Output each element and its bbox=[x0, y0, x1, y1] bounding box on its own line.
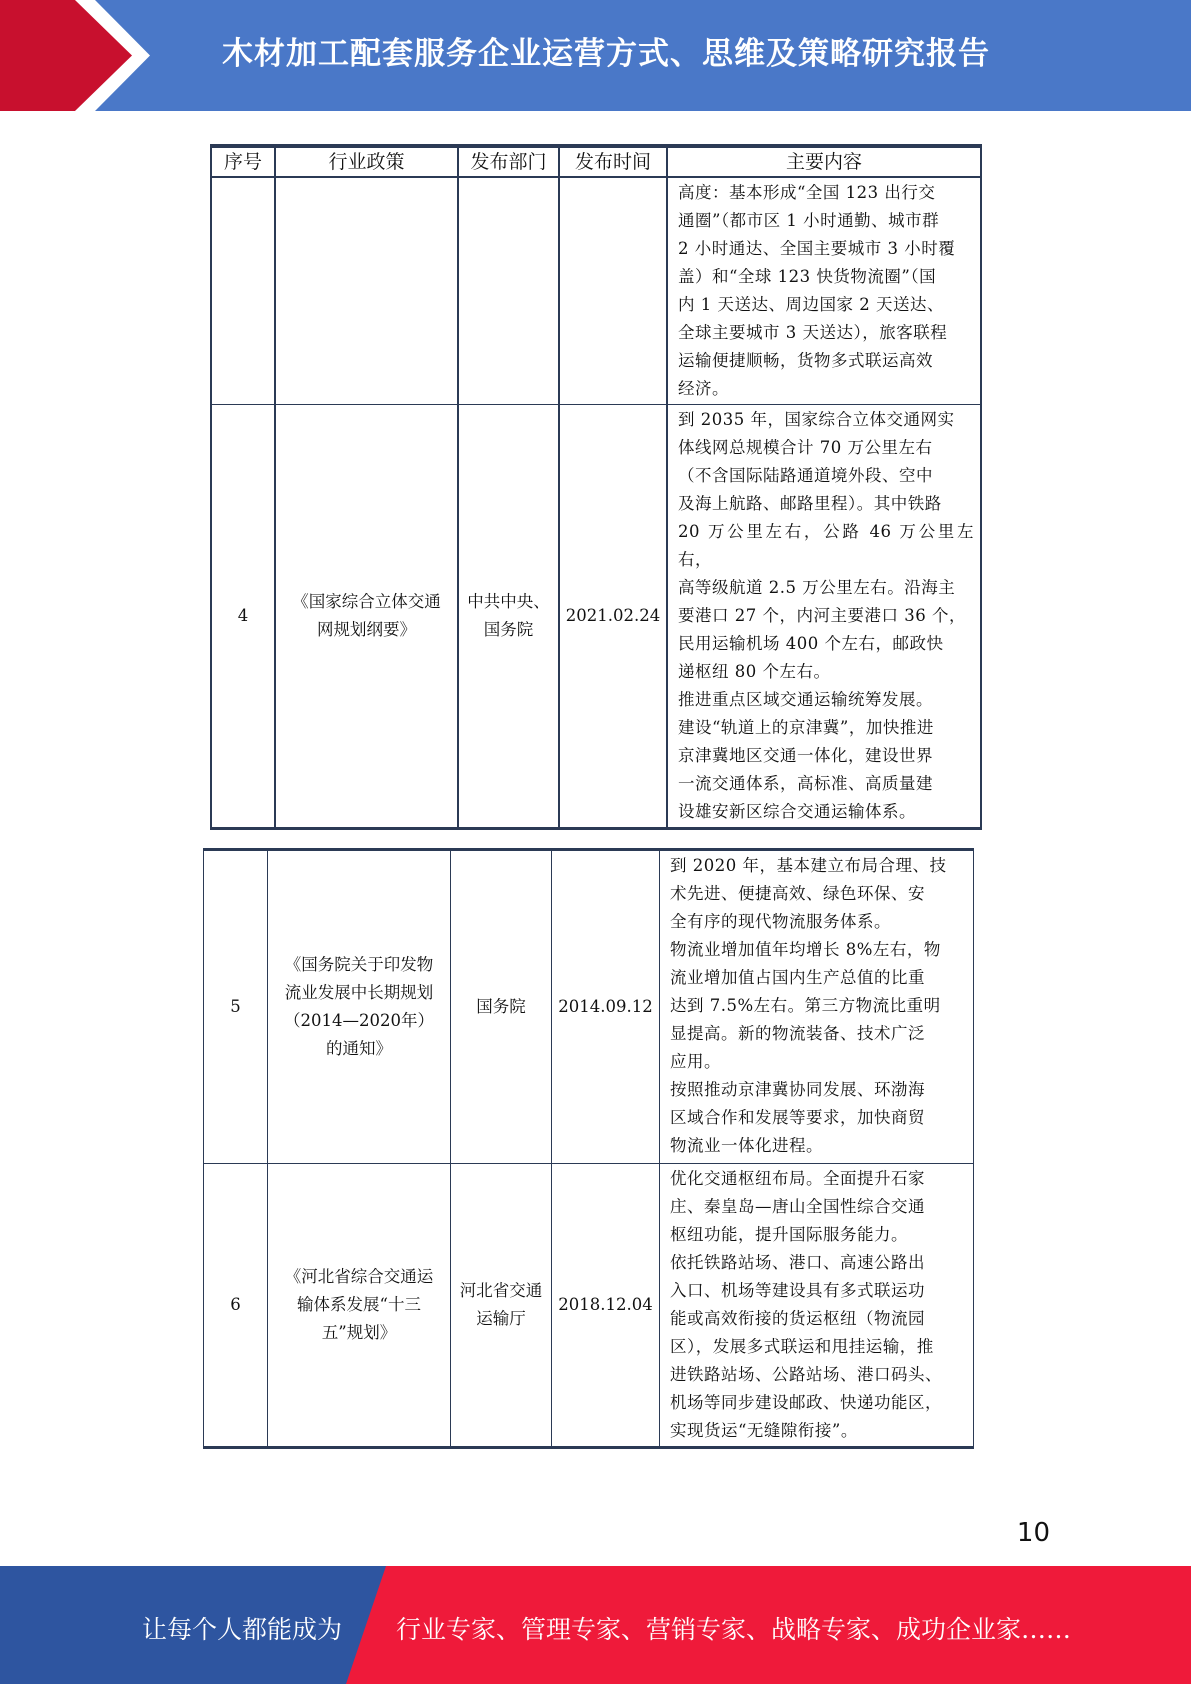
content-line: 民用运输机场 400 个左右，邮政快 bbox=[678, 634, 944, 653]
policy-name-cell: 《河北省综合交通运输体系发展“十三五”规划》 bbox=[268, 1164, 451, 1448]
content-line: 入口、机场等建设具有多式联运功 bbox=[670, 1281, 925, 1300]
content-line: 2 小时通达、全国主要城市 3 小时覆 bbox=[678, 239, 956, 258]
content-line: 实现货运“无缝隙衔接”。 bbox=[670, 1421, 858, 1440]
content-line: 枢纽功能，提升国际服务能力。 bbox=[670, 1225, 908, 1244]
page-number: 10 bbox=[1016, 1518, 1050, 1548]
content-line: 达到 7.5%左右。第三方物流比重明 bbox=[670, 996, 941, 1015]
content-line: 依托铁路站场、港口、高速公路出 bbox=[670, 1253, 925, 1272]
header-cell-content: 主要内容 bbox=[667, 146, 981, 177]
content-line: 物流业一体化进程。 bbox=[670, 1136, 823, 1155]
content-line: 推进重点区域交通运输统筹发展。 bbox=[678, 690, 933, 709]
header-cell-policy: 行业政策 bbox=[275, 146, 458, 177]
dept-cell: 中共中央、国务院 bbox=[458, 405, 559, 829]
header-chevron-decoration bbox=[0, 0, 160, 111]
content-line: 通圈”（都市区 1 小时通勤、城市群 bbox=[678, 211, 940, 230]
content-line: 内 1 天送达、周边国家 2 天送达、 bbox=[678, 295, 944, 314]
content-line: 进铁路站场、公路站场、港口码头、 bbox=[670, 1365, 942, 1384]
dept-cell: 国务院 bbox=[451, 850, 552, 1164]
content-line: 及海上航路、邮路里程）。其中铁路 bbox=[678, 494, 942, 513]
content-line: 术先进、便捷高效、绿色环保、安 bbox=[670, 884, 925, 903]
content-line: 经济。 bbox=[678, 379, 729, 398]
policy-name-cell: 《国务院关于印发物流业发展中长期规划（2014—2020年）的通知》 bbox=[268, 850, 451, 1164]
content-line: 设雄安新区综合交通运输体系。 bbox=[678, 802, 916, 821]
content-line: 机场等同步建设邮政、快递功能区， bbox=[670, 1393, 942, 1412]
content-line: 一流交通体系，高标准、高质量建 bbox=[678, 774, 933, 793]
date-cell: 2014.09.12 bbox=[552, 850, 660, 1164]
content-line: 区域合作和发展等要求，加快商贸 bbox=[670, 1108, 925, 1127]
report-title: 木材加工配套服务企业运营方式、思维及策略研究报告 bbox=[222, 36, 990, 72]
content-line: 流业增加值占国内生产总值的比重 bbox=[670, 968, 925, 987]
content-cell bbox=[667, 405, 981, 829]
row-number-cell: 6 bbox=[204, 1164, 268, 1448]
content-line: 应用。 bbox=[670, 1052, 721, 1071]
table-row bbox=[204, 1164, 974, 1448]
content-line: 递枢纽 80 个左右。 bbox=[678, 662, 831, 681]
table-row bbox=[211, 405, 981, 829]
table-row bbox=[211, 177, 981, 405]
content-line: 到 2020 年，基本建立布局合理、技 bbox=[670, 856, 947, 875]
content-line: 20 万公里左右，公路 46 万公里左右， bbox=[678, 522, 974, 569]
header-cell-date: 发布时间 bbox=[559, 146, 667, 177]
dept-cell: 河北省交通运输厅 bbox=[451, 1164, 552, 1448]
dept-cell bbox=[458, 177, 559, 405]
policy-table-part-2 bbox=[203, 848, 974, 1449]
content-line: 区），发展多式联运和甩挂运输，推 bbox=[670, 1337, 934, 1356]
content-line: 要港口 27 个，内河主要港口 36 个， bbox=[678, 606, 966, 625]
content-cell bbox=[667, 177, 981, 405]
content-line: 全有序的现代物流服务体系。 bbox=[670, 912, 891, 931]
table-header-row bbox=[211, 146, 981, 177]
content-line: 京津冀地区交通一体化，建设世界 bbox=[678, 746, 933, 765]
content-line: 盖）和“全球 123 快货物流圈”（国 bbox=[678, 267, 937, 286]
content-line: 高等级航道 2.5 万公里左右。沿海主 bbox=[678, 578, 956, 597]
content-line: 建设“轨道上的京津冀”，加快推进 bbox=[678, 718, 934, 737]
date-cell: 2021.02.24 bbox=[559, 405, 667, 829]
content-cell bbox=[660, 1164, 974, 1448]
header-cell-dept: 发布部门 bbox=[458, 146, 559, 177]
content-line: 物流业增加值年均增长 8%左右，物 bbox=[670, 940, 941, 959]
content-line: 高度：基本形成“全国 123 出行交 bbox=[678, 183, 936, 202]
date-cell: 2018.12.04 bbox=[552, 1164, 660, 1448]
table-row bbox=[204, 850, 974, 1164]
policy-name-cell: 《国家综合立体交通网规划纲要》 bbox=[275, 405, 458, 829]
footer-slogan-right: 行业专家、管理专家、营销专家、战略专家、成功企业家…… bbox=[396, 1615, 1072, 1644]
content-line: 全球主要城市 3 天送达），旅客联程 bbox=[678, 323, 948, 342]
content-line: 显提高。新的物流装备、技术广泛 bbox=[670, 1024, 925, 1043]
policy-name-cell bbox=[275, 177, 458, 405]
policy-table-part-1 bbox=[210, 144, 982, 830]
row-number-cell: 4 bbox=[211, 405, 275, 829]
content-line: 能或高效衔接的货运枢纽（物流园 bbox=[670, 1309, 925, 1328]
content-line: 到 2035 年，国家综合立体交通网实 bbox=[678, 410, 955, 429]
footer-slogan-left: 让每个人都能成为 bbox=[142, 1615, 343, 1644]
content-line: 庄、秦皇岛—唐山全国性综合交通 bbox=[670, 1197, 925, 1216]
row-number-cell: 5 bbox=[204, 850, 268, 1164]
content-line: 运输便捷顺畅，货物多式联运高效 bbox=[678, 351, 933, 370]
date-cell bbox=[559, 177, 667, 405]
content-line: 优化交通枢纽布局。全面提升石家 bbox=[670, 1169, 925, 1188]
content-line: 按照推动京津冀协同发展、环渤海 bbox=[670, 1080, 925, 1099]
header-cell-no: 序号 bbox=[211, 146, 275, 177]
content-line: （不含国际陆路通道境外段、空中 bbox=[678, 466, 933, 485]
content-line: 体线网总规模合计 70 万公里左右 bbox=[678, 438, 933, 457]
row-number-cell bbox=[211, 177, 275, 405]
content-cell bbox=[660, 850, 974, 1164]
